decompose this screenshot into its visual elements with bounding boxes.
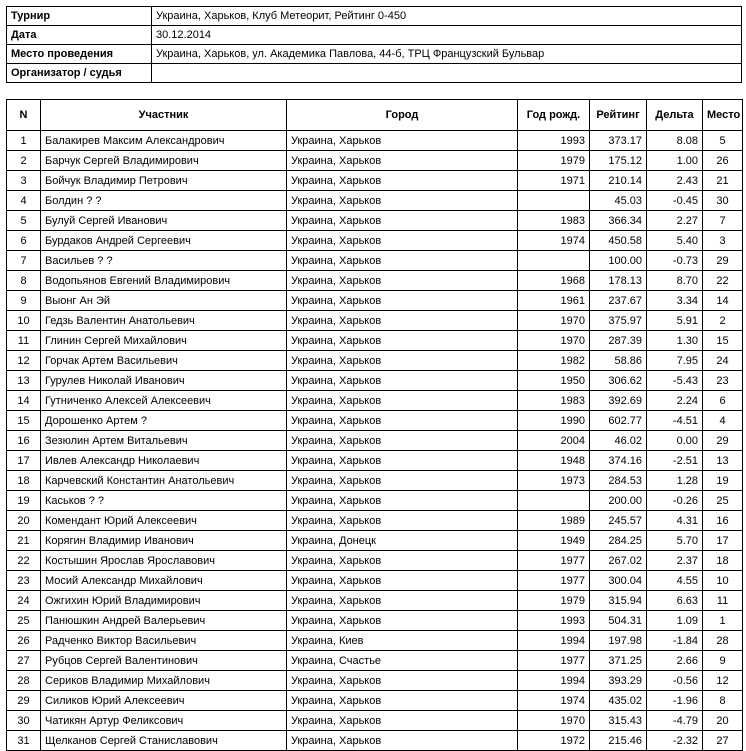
- cell-rating: 175.12: [590, 151, 647, 171]
- cell-rating: 284.25: [590, 531, 647, 551]
- table-row: [7, 231, 743, 251]
- cell-participant: Мосий Александр Михайлович: [41, 571, 287, 591]
- header-city: Город: [287, 100, 518, 131]
- cell-city: Украина, Харьков: [287, 351, 518, 371]
- cell-participant: Водопьянов Евгений Владимирович: [41, 271, 287, 291]
- results-body: [7, 131, 743, 751]
- table-row: [7, 511, 743, 531]
- cell-city: Украина, Харьков: [287, 291, 518, 311]
- cell-city: Украина, Харьков: [287, 171, 518, 191]
- table-row: [7, 311, 743, 331]
- cell-participant: Силиков Юрий Алексеевич: [41, 691, 287, 711]
- header-rating: Рейтинг: [590, 100, 647, 131]
- cell-year: 1977: [518, 651, 590, 671]
- cell-place: 22: [703, 271, 743, 291]
- cell-year: 1972: [518, 731, 590, 751]
- tournament-info-table: [6, 6, 742, 83]
- cell-delta: 1.30: [647, 331, 703, 351]
- cell-delta: 2.24: [647, 391, 703, 411]
- cell-rating: 287.39: [590, 331, 647, 351]
- cell-year: [518, 251, 590, 271]
- cell-place: 20: [703, 711, 743, 731]
- cell-n: 20: [7, 511, 41, 531]
- cell-rating: 210.14: [590, 171, 647, 191]
- info-row-venue: [7, 45, 742, 64]
- cell-rating: 306.62: [590, 371, 647, 391]
- table-row: [7, 591, 743, 611]
- cell-n: 4: [7, 191, 41, 211]
- info-row-organizer: [7, 64, 742, 83]
- cell-city: Украина, Харьков: [287, 571, 518, 591]
- cell-n: 7: [7, 251, 41, 271]
- cell-participant: Гурулев Николай Иванович: [41, 371, 287, 391]
- cell-place: 23: [703, 371, 743, 391]
- table-row: [7, 711, 743, 731]
- cell-city: Украина, Харьков: [287, 331, 518, 351]
- cell-n: 29: [7, 691, 41, 711]
- cell-city: Украина, Харьков: [287, 591, 518, 611]
- table-row: [7, 631, 743, 651]
- cell-city: Украина, Харьков: [287, 491, 518, 511]
- cell-year: 1968: [518, 271, 590, 291]
- cell-city: Украина, Харьков: [287, 411, 518, 431]
- cell-rating: 373.17: [590, 131, 647, 151]
- cell-city: Украина, Харьков: [287, 511, 518, 531]
- cell-city: Украина, Харьков: [287, 191, 518, 211]
- cell-year: 1993: [518, 611, 590, 631]
- cell-year: 1949: [518, 531, 590, 551]
- table-row: [7, 551, 743, 571]
- cell-n: 14: [7, 391, 41, 411]
- cell-participant: Ивлев Александр Николаевич: [41, 451, 287, 471]
- table-row: [7, 431, 743, 451]
- cell-rating: 393.29: [590, 671, 647, 691]
- cell-n: 19: [7, 491, 41, 511]
- cell-n: 1: [7, 131, 41, 151]
- cell-delta: 7.95: [647, 351, 703, 371]
- cell-participant: Ожгихин Юрий Владимирович: [41, 591, 287, 611]
- cell-participant: Радченко Виктор Васильевич: [41, 631, 287, 651]
- cell-place: 12: [703, 671, 743, 691]
- table-row: [7, 471, 743, 491]
- cell-year: 1982: [518, 351, 590, 371]
- cell-year: 1977: [518, 571, 590, 591]
- cell-city: Украина, Харьков: [287, 391, 518, 411]
- cell-place: 17: [703, 531, 743, 551]
- cell-rating: 267.02: [590, 551, 647, 571]
- cell-place: 1: [703, 611, 743, 631]
- cell-delta: 5.70: [647, 531, 703, 551]
- cell-delta: 1.09: [647, 611, 703, 631]
- cell-n: 22: [7, 551, 41, 571]
- table-row: [7, 331, 743, 351]
- cell-delta: -0.56: [647, 671, 703, 691]
- cell-delta: 2.66: [647, 651, 703, 671]
- cell-place: 13: [703, 451, 743, 471]
- cell-delta: -0.26: [647, 491, 703, 511]
- cell-rating: 450.58: [590, 231, 647, 251]
- table-row: [7, 271, 743, 291]
- cell-rating: 315.43: [590, 711, 647, 731]
- cell-n: 8: [7, 271, 41, 291]
- cell-place: 16: [703, 511, 743, 531]
- table-row: [7, 691, 743, 711]
- cell-rating: 215.46: [590, 731, 647, 751]
- cell-n: 26: [7, 631, 41, 651]
- table-row: [7, 451, 743, 471]
- header-participant: Участник: [41, 100, 287, 131]
- cell-n: 24: [7, 591, 41, 611]
- table-row: [7, 571, 743, 591]
- cell-participant: Булуй Сергей Иванович: [41, 211, 287, 231]
- organizer-value: [152, 64, 742, 83]
- cell-year: 1979: [518, 591, 590, 611]
- cell-year: 1994: [518, 671, 590, 691]
- cell-n: 25: [7, 611, 41, 631]
- cell-n: 10: [7, 311, 41, 331]
- header-delta: Дельта: [647, 100, 703, 131]
- cell-delta: -1.96: [647, 691, 703, 711]
- cell-n: 5: [7, 211, 41, 231]
- cell-rating: 300.04: [590, 571, 647, 591]
- cell-place: 10: [703, 571, 743, 591]
- cell-year: [518, 191, 590, 211]
- cell-place: 29: [703, 251, 743, 271]
- cell-participant: Панюшкин Андрей Валерьевич: [41, 611, 287, 631]
- cell-participant: Костышин Ярослав Ярославович: [41, 551, 287, 571]
- cell-n: 6: [7, 231, 41, 251]
- cell-delta: 2.37: [647, 551, 703, 571]
- cell-place: 2: [703, 311, 743, 331]
- cell-city: Украина, Харьков: [287, 711, 518, 731]
- table-row: [7, 171, 743, 191]
- cell-year: 1973: [518, 471, 590, 491]
- cell-delta: 2.43: [647, 171, 703, 191]
- cell-place: 4: [703, 411, 743, 431]
- cell-rating: 284.53: [590, 471, 647, 491]
- cell-participant: Сериков Владимир Михайлович: [41, 671, 287, 691]
- table-row: [7, 351, 743, 371]
- header-year: Год рожд.: [518, 100, 590, 131]
- cell-participant: Бурдаков Андрей Сергеевич: [41, 231, 287, 251]
- cell-rating: 374.16: [590, 451, 647, 471]
- cell-year: 1977: [518, 551, 590, 571]
- cell-rating: 245.57: [590, 511, 647, 531]
- cell-rating: 504.31: [590, 611, 647, 631]
- cell-rating: 178.13: [590, 271, 647, 291]
- cell-city: Украина, Счастье: [287, 651, 518, 671]
- cell-participant: Выонг Ан Эй: [41, 291, 287, 311]
- cell-city: Украина, Харьков: [287, 691, 518, 711]
- info-row-date: [7, 26, 742, 45]
- cell-city: Украина, Харьков: [287, 231, 518, 251]
- cell-n: 17: [7, 451, 41, 471]
- cell-n: 2: [7, 151, 41, 171]
- cell-rating: 200.00: [590, 491, 647, 511]
- cell-city: Украина, Донецк: [287, 531, 518, 551]
- cell-place: 24: [703, 351, 743, 371]
- cell-city: Украина, Харьков: [287, 451, 518, 471]
- results-table: [6, 99, 743, 751]
- table-row: [7, 191, 743, 211]
- tournament-value: Украина, Харьков, Клуб Метеорит, Рейтинг 0-450: [152, 7, 742, 26]
- cell-participant: Бойчук Владимир Петрович: [41, 171, 287, 191]
- cell-delta: 8.70: [647, 271, 703, 291]
- cell-place: 15: [703, 331, 743, 351]
- cell-year: 1994: [518, 631, 590, 651]
- table-row: [7, 651, 743, 671]
- table-row: [7, 411, 743, 431]
- organizer-label: Организатор / судья: [7, 64, 152, 83]
- cell-n: 21: [7, 531, 41, 551]
- table-row: [7, 151, 743, 171]
- cell-delta: 1.00: [647, 151, 703, 171]
- cell-participant: Зезюлин Артем Витальевич: [41, 431, 287, 451]
- header-n: N: [7, 100, 41, 131]
- cell-place: 28: [703, 631, 743, 651]
- cell-n: 27: [7, 651, 41, 671]
- cell-rating: 366.34: [590, 211, 647, 231]
- cell-place: 9: [703, 651, 743, 671]
- cell-rating: 237.67: [590, 291, 647, 311]
- cell-year: 1970: [518, 331, 590, 351]
- cell-n: 31: [7, 731, 41, 751]
- cell-n: 18: [7, 471, 41, 491]
- cell-participant: Васильев ? ?: [41, 251, 287, 271]
- cell-city: Украина, Харьков: [287, 251, 518, 271]
- cell-delta: -0.45: [647, 191, 703, 211]
- table-row: [7, 531, 743, 551]
- header-place: Место: [703, 100, 743, 131]
- cell-n: 13: [7, 371, 41, 391]
- cell-delta: 4.31: [647, 511, 703, 531]
- cell-participant: Горчак Артем Васильевич: [41, 351, 287, 371]
- cell-city: Украина, Харьков: [287, 131, 518, 151]
- cell-delta: 2.27: [647, 211, 703, 231]
- cell-delta: 3.34: [647, 291, 703, 311]
- cell-rating: 435.02: [590, 691, 647, 711]
- cell-n: 9: [7, 291, 41, 311]
- cell-delta: -0.73: [647, 251, 703, 271]
- cell-delta: -4.51: [647, 411, 703, 431]
- tournament-label: Турнир: [7, 7, 152, 26]
- date-label: Дата: [7, 26, 152, 45]
- cell-place: 30: [703, 191, 743, 211]
- cell-rating: 392.69: [590, 391, 647, 411]
- table-row: [7, 671, 743, 691]
- cell-city: Украина, Харьков: [287, 431, 518, 451]
- cell-city: Украина, Харьков: [287, 271, 518, 291]
- cell-city: Украина, Харьков: [287, 671, 518, 691]
- cell-rating: 46.02: [590, 431, 647, 451]
- cell-place: 11: [703, 591, 743, 611]
- cell-place: 27: [703, 731, 743, 751]
- cell-delta: -1.84: [647, 631, 703, 651]
- cell-year: 1974: [518, 231, 590, 251]
- venue-value: Украина, Харьков, ул. Академика Павлова, 44-б, ТРЦ Французский Бульвар: [152, 45, 742, 64]
- cell-place: 25: [703, 491, 743, 511]
- cell-participant: Рубцов Сергей Валентинович: [41, 651, 287, 671]
- cell-delta: 6.63: [647, 591, 703, 611]
- cell-place: 19: [703, 471, 743, 491]
- cell-city: Украина, Харьков: [287, 731, 518, 751]
- cell-rating: 602.77: [590, 411, 647, 431]
- cell-place: 6: [703, 391, 743, 411]
- cell-participant: Комендант Юрий Алексеевич: [41, 511, 287, 531]
- cell-n: 15: [7, 411, 41, 431]
- table-row: [7, 491, 743, 511]
- cell-rating: 375.97: [590, 311, 647, 331]
- cell-city: Украина, Харьков: [287, 551, 518, 571]
- cell-year: 1989: [518, 511, 590, 531]
- date-value: 30.12.2014: [152, 26, 742, 45]
- cell-year: [518, 491, 590, 511]
- cell-year: 1990: [518, 411, 590, 431]
- cell-delta: 5.40: [647, 231, 703, 251]
- table-row: [7, 371, 743, 391]
- cell-year: 2004: [518, 431, 590, 451]
- cell-city: Украина, Харьков: [287, 151, 518, 171]
- cell-year: 1983: [518, 211, 590, 231]
- cell-place: 7: [703, 211, 743, 231]
- cell-participant: Чатикян Артур Феликсович: [41, 711, 287, 731]
- cell-year: 1950: [518, 371, 590, 391]
- cell-participant: Балакирев Максим Александрович: [41, 131, 287, 151]
- cell-participant: Гедзь Валентин Анатольевич: [41, 311, 287, 331]
- cell-rating: 100.00: [590, 251, 647, 271]
- cell-participant: Каськов ? ?: [41, 491, 287, 511]
- cell-n: 11: [7, 331, 41, 351]
- cell-rating: 371.25: [590, 651, 647, 671]
- cell-participant: Барчук Сергей Владимирович: [41, 151, 287, 171]
- cell-place: 21: [703, 171, 743, 191]
- cell-city: Украина, Киев: [287, 631, 518, 651]
- table-row: [7, 611, 743, 631]
- cell-year: 1983: [518, 391, 590, 411]
- cell-place: 14: [703, 291, 743, 311]
- cell-year: 1979: [518, 151, 590, 171]
- results-header-row: [7, 100, 743, 131]
- cell-delta: 0.00: [647, 431, 703, 451]
- cell-year: 1970: [518, 311, 590, 331]
- cell-city: Украина, Харьков: [287, 611, 518, 631]
- cell-n: 16: [7, 431, 41, 451]
- cell-year: 1961: [518, 291, 590, 311]
- cell-year: 1974: [518, 691, 590, 711]
- table-row: [7, 251, 743, 271]
- cell-place: 26: [703, 151, 743, 171]
- cell-n: 12: [7, 351, 41, 371]
- cell-participant: Карчевский Константин Анатольевич: [41, 471, 287, 491]
- table-row: [7, 291, 743, 311]
- cell-n: 28: [7, 671, 41, 691]
- cell-year: 1971: [518, 171, 590, 191]
- cell-rating: 197.98: [590, 631, 647, 651]
- cell-delta: 5.91: [647, 311, 703, 331]
- cell-year: 1948: [518, 451, 590, 471]
- cell-city: Украина, Харьков: [287, 211, 518, 231]
- table-row: [7, 391, 743, 411]
- cell-year: 1970: [518, 711, 590, 731]
- cell-place: 18: [703, 551, 743, 571]
- cell-place: 5: [703, 131, 743, 151]
- cell-rating: 45.03: [590, 191, 647, 211]
- cell-participant: Глинин Сергей Михайлович: [41, 331, 287, 351]
- cell-participant: Гутниченко Алексей Алексеевич: [41, 391, 287, 411]
- cell-place: 3: [703, 231, 743, 251]
- cell-delta: 4.55: [647, 571, 703, 591]
- cell-city: Украина, Харьков: [287, 311, 518, 331]
- venue-label: Место проведения: [7, 45, 152, 64]
- cell-participant: Корягин Владимир Иванович: [41, 531, 287, 551]
- cell-delta: -2.32: [647, 731, 703, 751]
- cell-delta: 1.28: [647, 471, 703, 491]
- cell-delta: -5.43: [647, 371, 703, 391]
- cell-participant: Щелканов Сергей Станиславович: [41, 731, 287, 751]
- cell-delta: -4.79: [647, 711, 703, 731]
- cell-city: Украина, Харьков: [287, 471, 518, 491]
- cell-participant: Дорошенко Артем ?: [41, 411, 287, 431]
- table-row: [7, 131, 743, 151]
- cell-delta: 8.08: [647, 131, 703, 151]
- cell-rating: 315.94: [590, 591, 647, 611]
- info-row-tournament: [7, 7, 742, 26]
- cell-city: Украина, Харьков: [287, 371, 518, 391]
- cell-n: 23: [7, 571, 41, 591]
- cell-year: 1993: [518, 131, 590, 151]
- table-row: [7, 211, 743, 231]
- table-row: [7, 731, 743, 751]
- cell-place: 29: [703, 431, 743, 451]
- cell-n: 3: [7, 171, 41, 191]
- cell-n: 30: [7, 711, 41, 731]
- cell-rating: 58.86: [590, 351, 647, 371]
- cell-place: 8: [703, 691, 743, 711]
- cell-delta: -2.51: [647, 451, 703, 471]
- cell-participant: Болдин ? ?: [41, 191, 287, 211]
